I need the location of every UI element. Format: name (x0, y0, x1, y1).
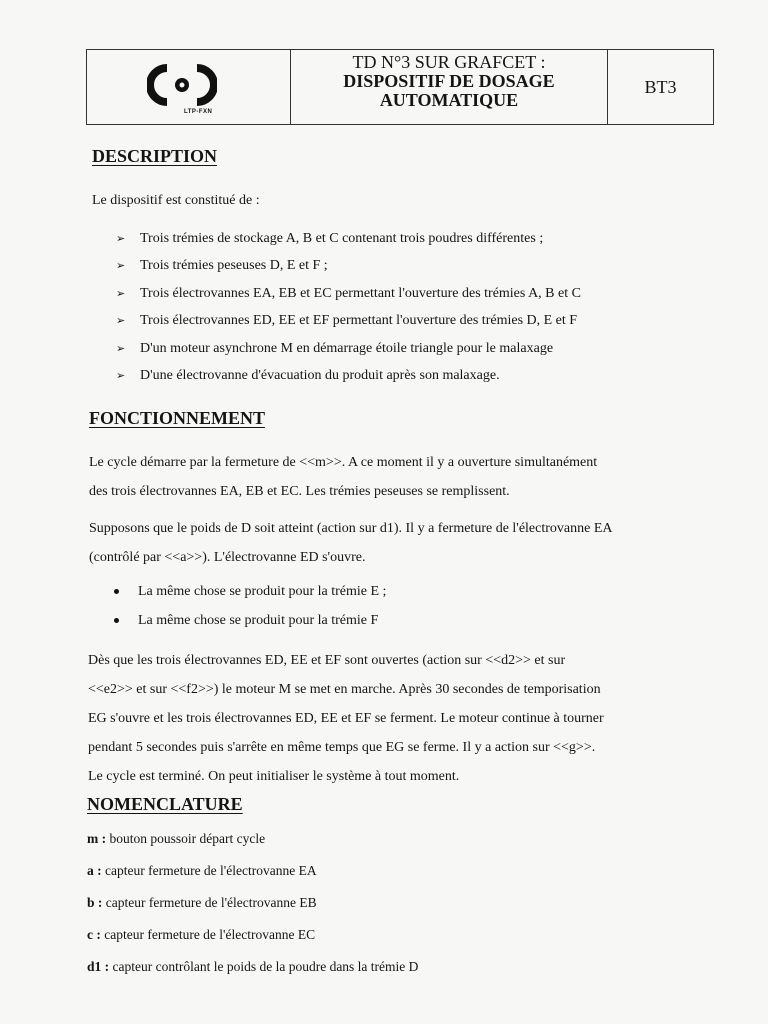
description-list (116, 229, 581, 393)
list-item: ➢ Trois électrovannes EA, EB et EC permettant l'ouverture des trémies A, B et C (140, 284, 581, 311)
nomenclature-key: d1 : (87, 959, 110, 974)
title-cell (291, 50, 608, 124)
list-item: ➢ Trois trémies de stockage A, B et C contenant trois poudres différentes ; (140, 229, 581, 256)
list-item: ➢ D'une électrovanne d'évacuation du produit après son malaxage. (140, 366, 581, 393)
arrow-bullet-icon: ➢ (116, 259, 126, 273)
text-line: pendant 5 secondes puis s'arrête en même temps que EG se ferme. Il y a action sur <<g>>. (88, 740, 596, 755)
nomenclature-text: capteur contrôlant le poids de la poudre dans la trémie D (112, 959, 419, 974)
nomenclature-item (87, 957, 418, 977)
nomenclature-key: a : (87, 863, 102, 878)
nomenclature-text: capteur fermeture de l'électrovanne EA (105, 863, 317, 878)
description-intro: Le dispositif est constitué de : (92, 193, 260, 208)
fonctionnement-paragraph-2 (89, 514, 613, 572)
nomenclature-item (87, 893, 317, 913)
text-line: des trois électrovannes EA, EB et EC. Les trémies peseuses se remplissent. (89, 484, 510, 499)
bullet-dot-icon (114, 618, 119, 623)
list-item: ➢ Trois trémies peseuses D, E et F ; (140, 256, 581, 283)
arrow-bullet-icon: ➢ (116, 232, 126, 245)
logo-cell (87, 50, 291, 124)
nomenclature-text: capteur fermeture de l'électrovanne EB (105, 895, 317, 910)
nomenclature-heading: NOMENCLATURE (87, 794, 243, 814)
text-line: (contrôlé par <<a>>). L'électrovanne ED s'ouvre. (89, 550, 366, 565)
bullet-dot-icon (114, 589, 119, 594)
text-line: Supposons que le poids de D soit atteint (action sur d1). Il y a fermeture de l'électrovanne EA (89, 521, 613, 536)
list-item: ➢ Trois électrovannes ED, EE et EF permettant l'ouverture des trémies D, E et F (140, 311, 581, 338)
text-line: <<e2>> et sur <<f2>>) le moteur M se met en marche. Après 30 secondes de temporisation (88, 682, 601, 697)
list-item: ➢ D'un moteur asynchrone M en démarrage étoile triangle pour le malaxage (140, 339, 581, 366)
text-line: Le cycle est terminé. On peut initialiser le système à tout moment. (88, 769, 460, 784)
title-line-2: DISPOSITIF DE DOSAGE (343, 71, 555, 91)
list-item: La même chose se produit pour la trémie E ; (138, 582, 386, 611)
nomenclature-key: c : (87, 927, 101, 942)
text-line: Le cycle démarre par la fermeture de <<m>>. A ce moment il y a ouverture simultanément (89, 455, 598, 470)
logo-caption: LTP-FXN (184, 109, 213, 115)
text-line: EG s'ouvre et les trois électrovannes ED, EE et EF se ferment. Le moteur continue à tourner (88, 711, 604, 726)
school-logo-icon (147, 62, 217, 108)
nomenclature-text: bouton poussoir départ cycle (109, 831, 266, 846)
nomenclature-item (87, 861, 317, 881)
arrow-bullet-icon: ➢ (116, 341, 126, 355)
text-line: Dès que les trois électrovannes ED, EE et EF sont ouvertes (action sur <<d2>> et sur (88, 653, 566, 668)
arrow-bullet-icon: ➢ (116, 368, 126, 382)
fonctionnement-heading: FONCTIONNEMENT (89, 408, 266, 428)
document-code: BT3 (644, 76, 677, 97)
document-header (86, 49, 714, 125)
description-heading: DESCRIPTION (92, 146, 218, 166)
fonctionnement-paragraph-3 (88, 646, 604, 791)
title-line-3: AUTOMATIQUE (379, 90, 519, 110)
nomenclature-text: capteur fermeture de l'électrovanne EC (104, 927, 316, 942)
fonctionnement-bullet-list (138, 582, 386, 640)
arrow-bullet-icon: ➢ (116, 286, 126, 300)
fonctionnement-paragraph-1 (89, 448, 597, 506)
nomenclature-item (87, 925, 315, 945)
arrow-bullet-icon: ➢ (116, 314, 126, 328)
nomenclature-key: b : (87, 895, 103, 910)
list-item: La même chose se produit pour la trémie F (138, 611, 386, 640)
title-line-1: TD N°3 SUR GRAFCET : (352, 52, 546, 72)
nomenclature-item (87, 829, 265, 849)
nomenclature-key: m : (87, 831, 107, 846)
